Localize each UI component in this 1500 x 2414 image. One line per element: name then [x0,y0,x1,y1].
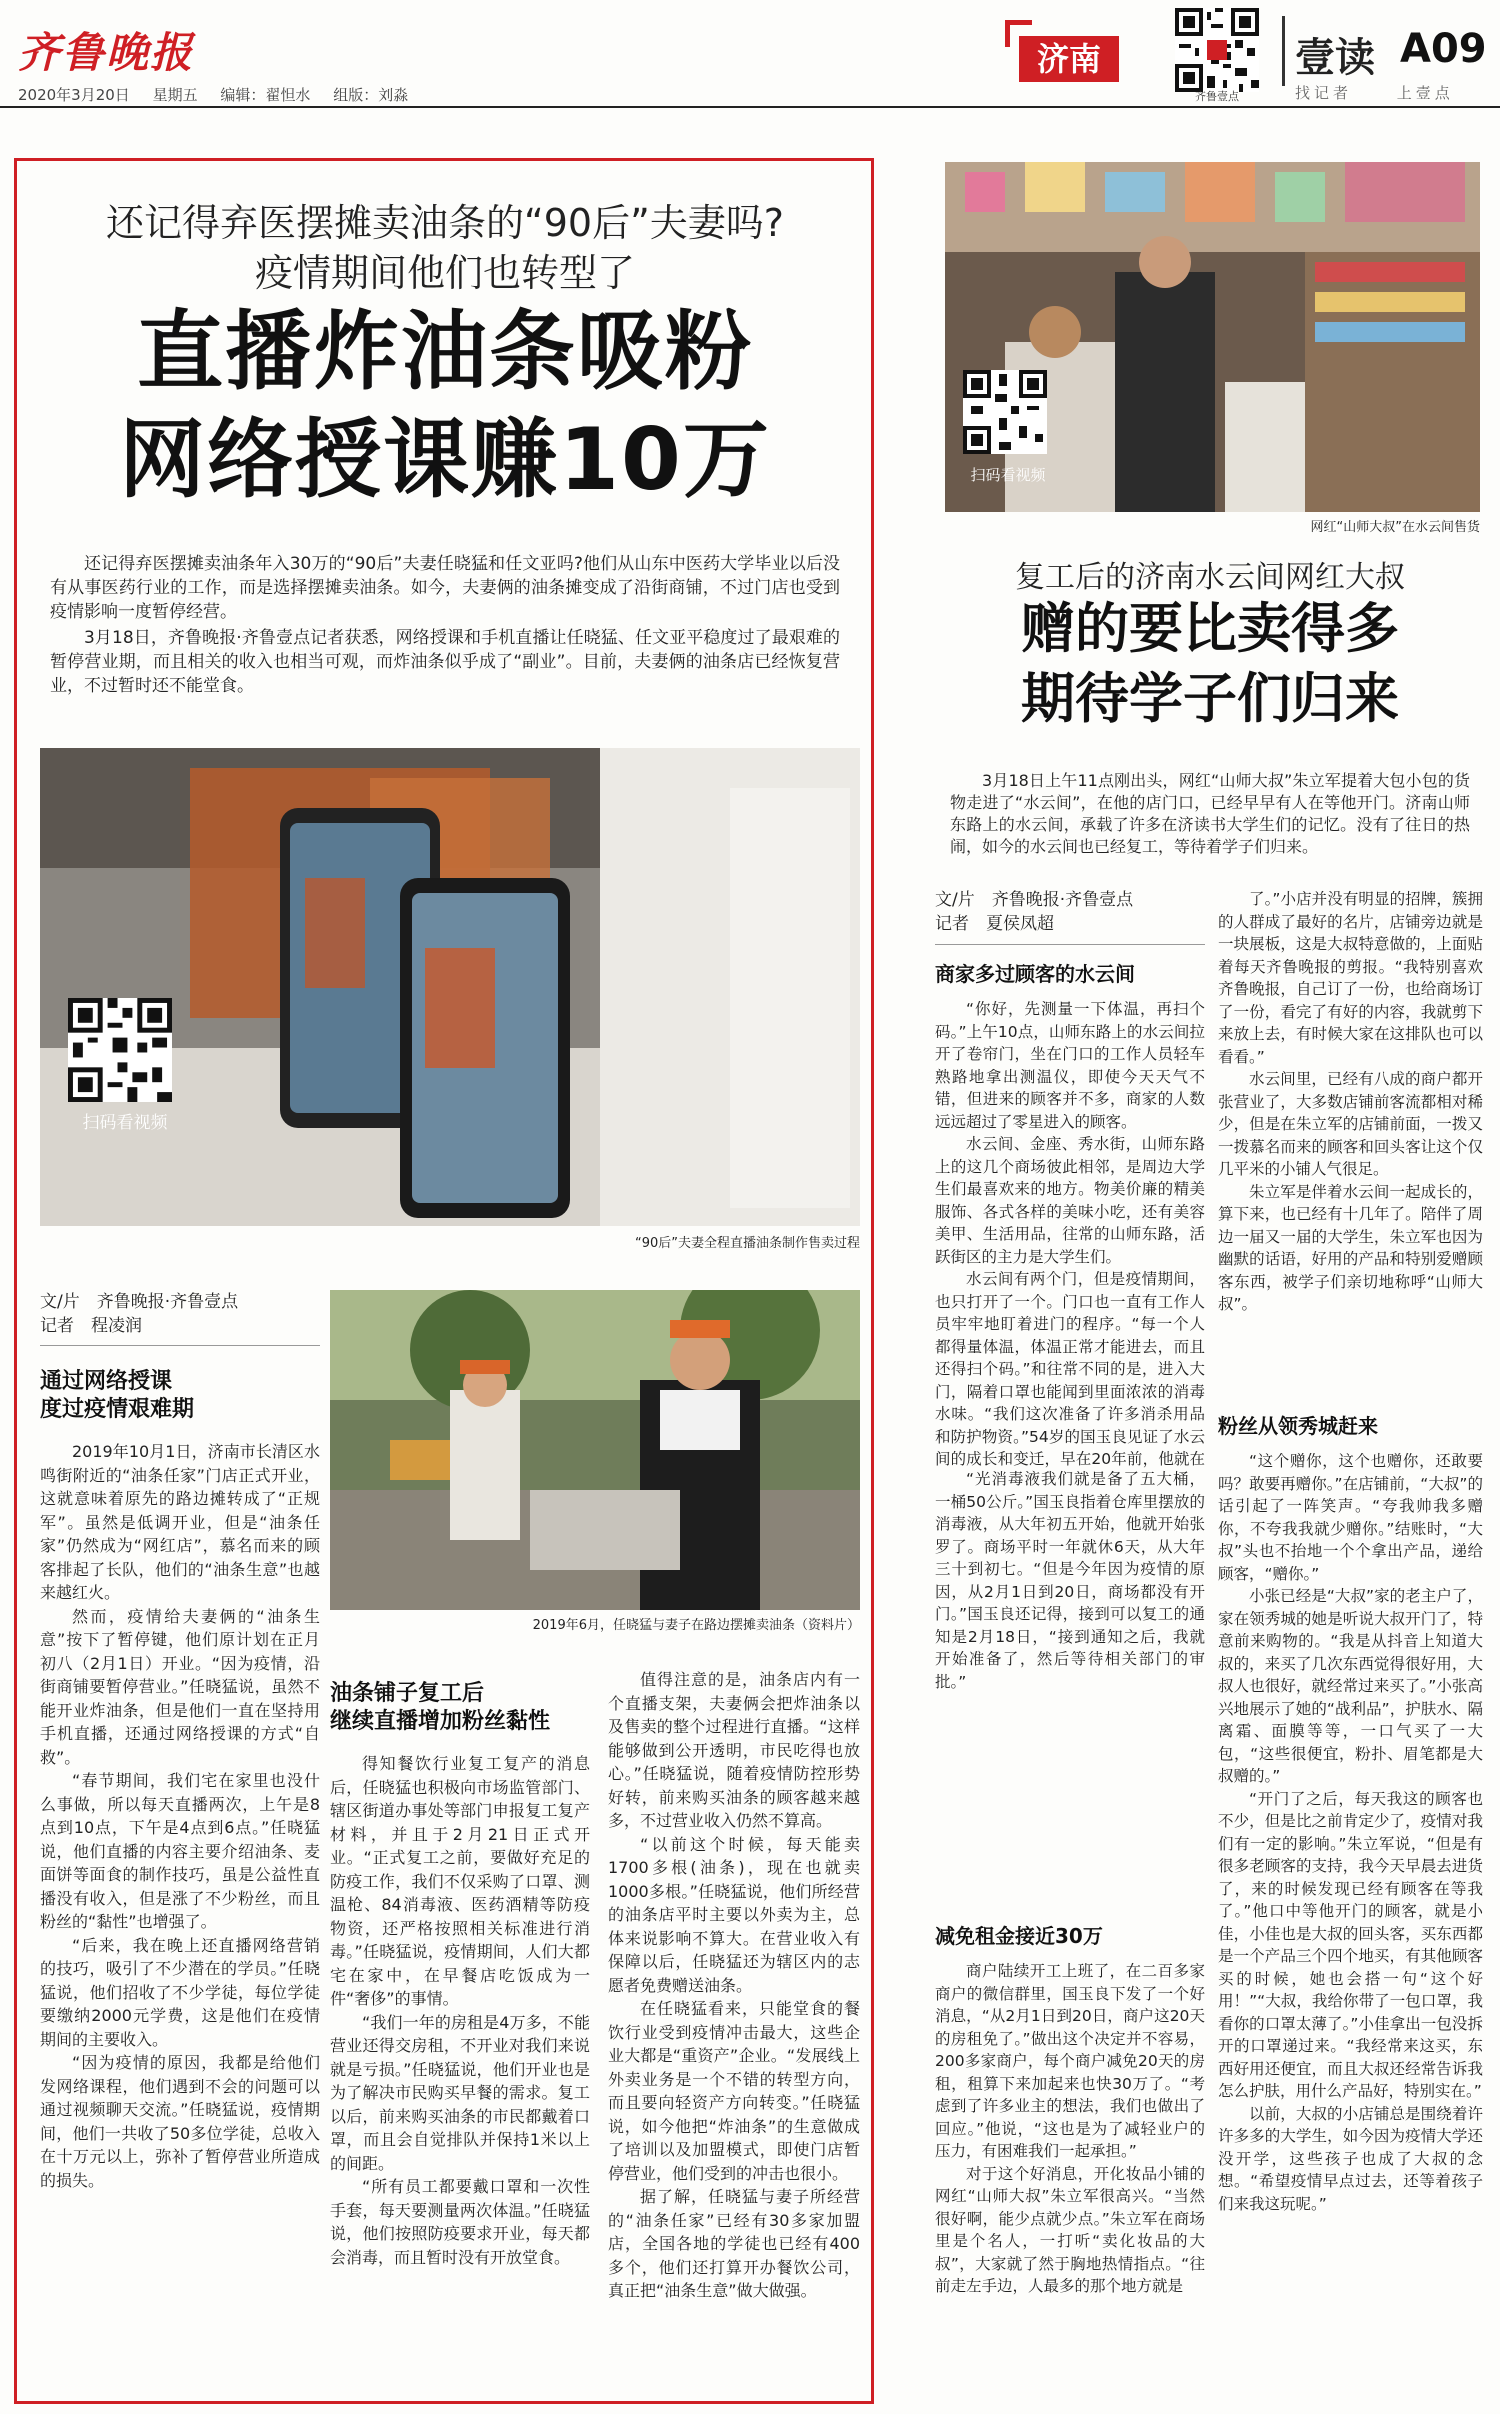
byline-line: 记者 夏侯凤超 [935,914,1054,934]
paragraph: 然而，疫情给夫妻俩的“油条生意”按下了暂停键，他们原计划在正月初八（2月1日）开业。“因为疫情，沿街商铺要暂停营业。”任晓猛说，虽然不能开业炸油条，但是他们一直在坚持用手机直播，还通过网络授课的方式“自救”。 [40,1606,320,1767]
lead-paragraph: 3月18日上午11点刚出头，网红“山师大叔”朱立军提着大包小包的货物走进了“水云间”，在他的店门口，已经早早有人在等他开门。济南山师东路上的水云间，承载了许多在济读书大学生们的记忆。没有了往日的热闹，如今的水云间也已经复工，等待着学子们归来。 [950,771,1470,856]
lead-paragraph: 还记得弃医摆摊卖油条年入30万的“90后”夫妻任晓猛和任文亚吗?他们从山东中医药大学毕业以后没有从事医药行业的工作，而是选择摆摊卖油条。如今，夫妻俩的油条摊变成了沿街商铺，不过门店也受到疫情影响一度暂停经营。 [50,554,840,622]
paragraph: “我们一年的房租是4万多，不能营业还得交房租，不开业对我们来说就是亏损。”任晓猛说，他们开业也是为了解决市民购买早餐的需求。复工以后，前来购买油条的市民都戴着口罩，而且会自觉排队并保持1米以上的间距。 [330,2012,590,2173]
designer: 组版：刘淼 [333,86,409,104]
paragraph: 水云间有两个门，但是疫情期间，也只打开了一个。门口也一直有工作人员牢牢地盯着进门的程序。“每一个人都得量体温，体温正常才能进去，而且还得扫个码。”和往常不同的是，进入大门，隔着口罩也能闻到里面浓浓的消毒水味。“我们这次准备了许多消杀用品和防护物资。”54岁的国玉良见证了水云间的成长和变迁，早在20年前，他就在 [935,1270,1205,1468]
kicker-line-1: 还记得弃医摆摊卖油条的“90后”夫妻吗? [106,201,784,245]
paragraph: “春节期间，我们宅在家里也没什么事做，所以每天直播两次，上午是8点到10点，下午是4点到6点。”任晓猛说，他们直播的内容主要介绍油条、麦面饼等面食的制作技巧，虽是公益性直播没有收入，但是涨了不少粉丝，而且粉丝的“黏性”也增强了。 [40,1771,320,1931]
city-label: 济南 [1019,36,1119,82]
subhead-reopening [330,1680,590,1736]
byline-line: 文/片 齐鲁晚报·齐鲁壹点 [935,890,1134,910]
section-tagline [1295,82,1490,103]
paragraph: 以前，大叔的小店铺总是围绕着许许多多的大学生，如今因为疫情大学还没开学，这些孩子也成了大叔的念想。“希望疫情早点过去，还等着孩子们来我这玩呢。” [1218,2104,1483,2213]
subhead-online-teaching [40,1368,320,1424]
shop-scene-image [945,162,1480,512]
right-byline-rule [935,944,1205,945]
street-stall-photo [330,1290,860,1610]
paragraph: “所有员工都要戴口罩和一次性手套，每天要测量两次体温。”任晓猛说，他们按照防疫要求开业，每天都会消毒，而且暂时没有开放堂食。 [330,2177,590,2267]
subhead-line: 油条铺子复工后 [330,1681,485,1706]
paragraph: 了。”小店并没有明显的招牌，簇拥的人群成了最好的名片，店铺旁边就是一块展板，这是大叔特意做的，上面贴着每天齐鲁晚报的剪报。“我特别喜欢齐鲁晚报，自己订了一份，也给商场订了一份，看完了有好的内容，我就剪下来放上去，有时候大家在这排队也可以看看。” [1218,890,1483,1066]
masthead-divider [1282,16,1285,86]
section-name: 壹读 [1295,35,1375,81]
right-kicker: 复工后的济南水云间网红大叔 [1015,560,1405,595]
subhead-shop-vs-customers: 商家多过顾客的水云间 [935,962,1135,986]
headline-line-2: 网络授课赚10万 [119,410,771,510]
paragraph: 在任晓猛看来，只能堂食的餐饮行业受到疫情冲击最大，这些企业大都是“重资产”企业。“发展线上外卖业务是一个不错的转型方向，而且要向轻资产方向转变。”任晓猛说，如今他把“炸油条”的生意做成了培训以及加盟模式，即使门店暂停营业，他们受到的冲击也很小。 [608,1999,860,2183]
tagline-left: 找记者 [1295,84,1353,102]
paragraph: 据了解，任晓猛与妻子所经营的“油条任家”已经有30多家加盟店，全国各地的学徒也已经有400多个，他们还打算开办餐饮公司，真正把“油条生意”做大做强。 [608,2187,860,2300]
subhead-rent-reduction: 减免租金接近30万 [935,1924,1103,1948]
qr-icon [68,998,172,1102]
paragraph: 小张已经是“大叔”家的老主户了，家在领秀城的她是听说大叔开门了，特意前来购物的。“我是从抖音上知道大叔的，来买了几次东西觉得很好用，大叔人也很好，就经常过来买了。”小张高兴地展示了她的“战利品”，护肤水、隔离霜、面膜等等，一口气买了一大包，“这些很便宜，粉扑、眉笔都是大叔赠的。” [1218,1587,1483,1785]
subhead-line: 继续直播增加粉丝黏性 [330,1709,551,1734]
tagline-right: 上壹点 [1396,84,1454,102]
paragraph: “因为疫情的原因，我都是给他们发网络课程，他们遇到不会的问题可以通过视频聊天交流。”任晓猛说，疫情期间，他们一共收了50多位学徒，总收入在十万元以上，弥补了暂停营业所造成的损失。 [40,2053,320,2190]
paragraph: “后来，我在晚上还直播网络营销的技巧，吸引了不少潜在的学员。”任晓猛说，他们招收了不少学徒，每位学徒要缴纳2000元学费，这是他们在疫情期间的主要收入。 [40,1935,320,2049]
left-column-3 [608,1668,860,2398]
paragraph: 朱立军是伴着水云间一起成长的，算下来，也已经有十几年了。陪伴了周边一届又一届的大学生，朱立军也因为幽默的话语，好用的产品和特别爱赠顾客东西，被学子们亲切地称呼“山师大叔”。 [1218,1182,1483,1313]
byline-line: 记者 程凌润 [40,1316,142,1336]
paragraph: “以前这个时候，每天能卖1700多根(油条)，现在也就卖1000多根。”任晓猛说，他们所经营的油条店平时主要以外卖为主，总体来说影响不算大。在营业收入有保障以后，任晓猛还为辖区内的志愿者免费赠送油条。 [608,1834,860,1995]
headline-line-1: 直播炸油条吸粉 [137,302,753,402]
left-column-1 [40,1440,320,2398]
right-column-1-top [935,998,1205,1468]
shop-photo [945,162,1480,512]
paragraph: 2019年10月1日，济南市长清区水鸣街附近的“油条任家”门店正式开业，这就意味着原先的路边摊转成了“正规军”。虽然是低调开业，但是“油条任家”仍然成为“网红店”，慕名而来的顾客排起了长队，他们的“油条生意”也越来越红火。 [40,1442,320,1602]
livestream-photo-caption: “90后”夫妻全程直播油条制作售卖过程 [634,1236,860,1251]
kicker-line-2: 疫情期间他们也转型了 [254,251,635,295]
shop-video-qr-code[interactable] [963,370,1047,454]
street-stall-image [330,1290,860,1610]
right-byline [935,888,1215,936]
paragraph: 水云间里，已经有八成的商户都开张营业了，大多数店铺前客流都相对稀少，但是在朱立军的店铺前面，一拨又一拨慕名而来的顾客和回头客让这个仅几平米的小铺人气很足。 [1218,1070,1483,1178]
paragraph: 值得注意的是，油条店内有一个直播支架，夫妻俩会把炸油条以及售卖的整个过程进行直播。“这样能够做到公开透明，市民吃得也放心。”任晓猛说，随着疫情防控形势好转，前来购买油条的顾客越来越多，不过营业收入仍然不算高。 [608,1670,860,1830]
qr-icon [963,370,1047,454]
qr-caption: 齐鲁壹点 [1195,90,1239,103]
qr-icon [1175,8,1259,92]
shop-photo-caption: 网红“山师大叔”在水云间售货 [1310,520,1480,535]
right-headline-line-1: 赠的要比卖得多 [1021,597,1399,660]
shop-video-qr-caption: 扫码看视频 [970,466,1046,484]
right-lead [950,770,1470,858]
livestream-photo [40,748,860,1226]
lead-paragraph: 3月18日，齐鲁晚报·齐鲁壹点记者获悉，网络授课和手机直播让任晓猛、任文亚平稳度过了最艰难的暂停营业期，而且相关的收入也相当可观，而炸油条似乎成了“副业”。目前，夫妻俩的油条店已经恢复营业，不过暂时还不能堂食。 [50,628,840,696]
right-column-1-mid [935,1468,1205,1876]
masthead-rule [0,106,1500,108]
dateline [18,84,426,105]
paragraph: 对于这个好消息，开化妆品小铺的网红“山师大叔”朱立军很高兴。“当然很好啊，能少点就少点。”朱立军在商场里是个名人，一打听“卖化妆品的大叔”，大家就了然于胸地热情指点。“往前走左手边，人最多的那个地方就是 [935,2164,1205,2295]
video-qr-caption: 扫码看视频 [82,1113,168,1133]
left-column-2 [330,1752,590,2398]
right-column-2-bottom [1218,1450,1483,2400]
paragraph: “这个赠你，这个也赠你，还敢要吗？敢要再赠你。”在店铺前，“大叔”的话引起了一阵笑声。“夸我帅我多赠你，不夸我我就少赠你。”结账时，“大叔”头也不抬地一个个拿出产品，递给顾客，“赠你。” [1218,1452,1483,1583]
paragraph: 得知餐饮行业复工复产的消息后，任晓猛也积极向市场监管部门、辖区街道办事处等部门申报复工复产材料，并且于2月21日正式开业。“正式复工之前，要做好充足的防疫工作，我们不仅采购了口罩、测温枪、84消毒液、医药酒精等防疫物资，还严格按照相关标准进行消毒。”任晓猛说，疫情期间，人们大都宅在家中，在早餐店吃饭成为一件“奢侈”的事情。 [330,1754,590,2008]
date: 2020年3月20日 [18,86,130,104]
newspaper-logo: 齐鲁晚报 [18,28,195,77]
paragraph: “开门了之后，每天我这的顾客也不少，但是比之前肯定少了，疫情对我们有一定的影响。”朱立军说，“但是有很多老顾客的支持，我今天早晨去进货了，来的时候发现已经有顾客在等我了。”他口中等他开门的顾客，就是小佳，小佳也是大叔的回头客，买东西都是一个产品三个四个地买，有其他顾客买的时候，她也会搭一句“这个好用！”“大叔，我给你带了一包口罩，我看你的口罩太薄了。”小佳拿出一包没拆开的口罩递过来。“我经常来这买，东西好用还便宜，而且大叔还经常告诉我怎么护肤，用什么产品好，特别实在。” [1218,1789,1483,2100]
street-stall-caption: 2019年6月，任晓猛与妻子在路边摆摊卖油条（资料片） [532,1618,860,1633]
paragraph: “你好，先测量一下体温，再扫个码。”上午10点，山师东路上的水云间拉开了卷帘门，坐在门口的工作人员轻车熟路地拿出测温仪，即使今天天气不错，但进来的顾客并不多，商家的人数远远超过了零星进入的顾客。 [935,1000,1205,1131]
subhead-line: 度过疫情艰难期 [40,1397,195,1422]
right-headline-line-2: 期待学子们归来 [1021,667,1399,730]
city-tag [1005,20,1131,92]
paragraph: 水云间、金座、秀水街，山师东路上的这几个商场彼此相邻，是周边大学生们最喜欢来的地方。物美价廉的精美服饰、各式各样的美味小吃，还有美容美甲、生活用品，往常的山师东路，活跃街区的主力是大学生们。 [935,1135,1205,1266]
right-column-2-top [1218,888,1483,1408]
masthead-qr-code[interactable] [1175,8,1259,92]
paragraph: 商户陆续开工上班了，在二百多家商户的微信群里，国玉良下发了一个好消息，“从2月1日到20日，商户这20天的房租免了。”做出这个决定并不容易，200多家商户，每个商户减免20天的房租，租算下来加起来也快30万了。“考虑到了许多业主的想法，我们也做出了回应。”他说，“这也是为了减轻业户的压力，有困难我们一起承担。” [935,1962,1205,2160]
right-column-1-bottom [935,1960,1205,2400]
lead-paragraphs [50,552,840,700]
subhead-line: 通过网络授课 [40,1369,173,1394]
editor: 编辑：翟怛水 [220,86,311,104]
video-qr-code[interactable] [68,998,172,1102]
weekday: 星期五 [152,86,198,104]
left-byline [40,1290,330,1338]
page-number: A09 [1400,26,1487,72]
subhead-fans: 粉丝从领秀城赶来 [1218,1414,1378,1438]
byline-line: 文/片 齐鲁晚报·齐鲁壹点 [40,1292,239,1312]
paragraph: “光消毒液我们就是备了五大桶，一桶50公斤。”国玉良指着仓库里摆放的消毒液，从大年初五开始，他就开始张罗了。商场平时一年就休6天，从大年三十到初七。“但是今年因为疫情的原因，从2月1日到20日，商场都没有开门。”国玉良还记得，接到可以复工的通知是2月18日，“接到通知之后，我就开始准备了，然后等待相关部门的审批。” [935,1470,1205,1691]
livestream-scene-image [40,748,860,1226]
byline-rule [40,1345,320,1346]
